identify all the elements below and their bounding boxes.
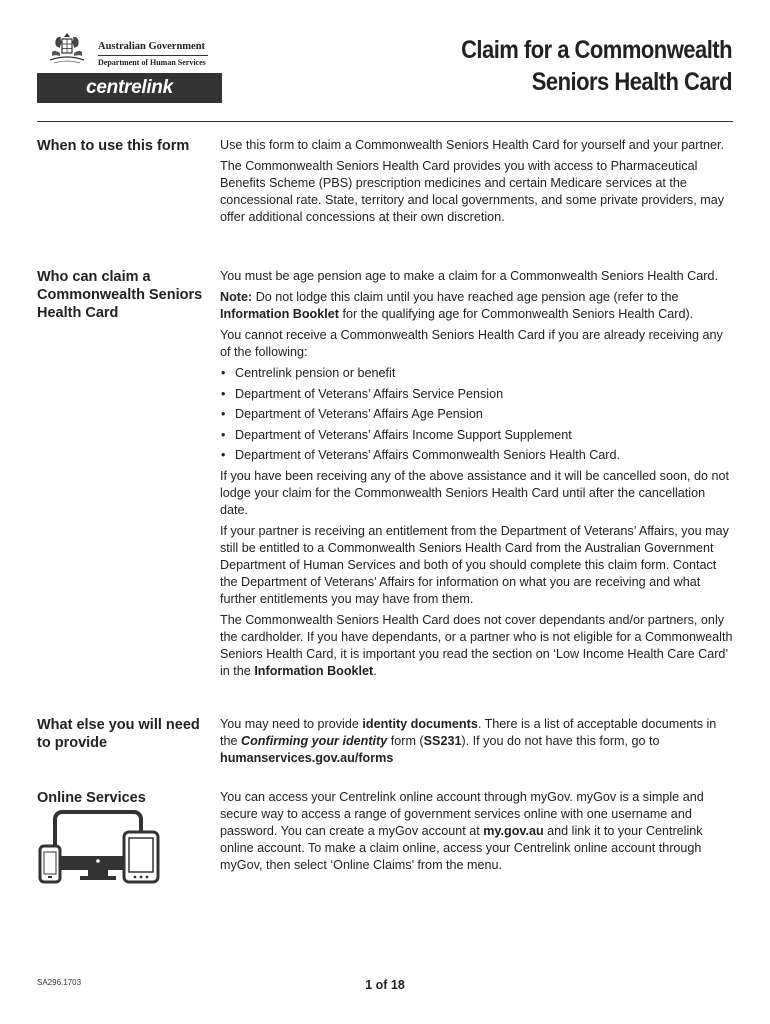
dependants-end: .: [373, 663, 377, 678]
note-booklet-ref: Information Booklet: [220, 307, 339, 321]
centrelink-brand-bar: [37, 73, 222, 103]
humanservices-forms-link[interactable]: humanservices.gov.au/forms: [220, 751, 394, 765]
logo-divider: [98, 55, 208, 56]
devices-icon: [36, 810, 160, 886]
cancellation-paragraph: If you have been receiving any of the above assistance and it will be cancelled soon, do not lodge your claim for the Commonwealth Seniors Health Card until after the cancellation date.: [220, 468, 729, 517]
note-paragraph: [220, 289, 735, 323]
government-name: Australian Government: [98, 41, 206, 52]
ineligibility-paragraph: You cannot receive a Commonwealth Seniors Health Card if you are already receiving any of the following:: [220, 328, 723, 359]
list-item: • Department of Veterans’ Affairs Commonwealth Seniors Health Card.: [220, 447, 735, 464]
note-text-2: for the qualifying age for Commonwealth Seniors Health Card).: [342, 307, 694, 321]
government-logo: [38, 30, 210, 70]
what-else-heading: What else you will need to provide: [37, 717, 200, 751]
centrelink-logo-text: centrelink: [86, 77, 173, 98]
who-can-claim-body: [220, 268, 735, 684]
age-requirement-paragraph: You must be age pension age to make a claim for a Commonwealth Seniors Health Card.: [220, 269, 718, 283]
online-services-heading: Online Services: [37, 790, 146, 806]
partner-dva-paragraph: If your partner is receiving an entitlement from the Department of Veterans’ Affairs, you may still be entitled to a Commonwealth Seniors Health Card from the Australian Government Department of Human Services and both of you should complete this claim form. Contact the Department of Veterans’ Affairs for information on what you are receiving and what further entitlements you may have from them.: [220, 523, 729, 606]
note-label: Note:: [220, 290, 253, 304]
ineligible-payments-list: [220, 365, 735, 464]
dependants-text: The Commonwealth Seniors Health Card does not cover dependants and/or partners, only the cardholder. If you have dependants, or a partner who is not eligible for a Commonwealth Seniors Health Card, it is important you read the section on ‘Low Income Health Care Card’ in the: [220, 612, 733, 678]
list-item: • Department of Veterans’ Affairs Income Support Supplement: [220, 427, 735, 444]
online-text-1: You can access your Centrelink online account through myGov. myGov is a simple and secure way to access a range of government services online with one username and password. You can create a myGov account at: [220, 790, 704, 838]
identity-text-1: You may need to provide: [220, 717, 359, 731]
identity-documents-term: identity documents: [362, 717, 478, 731]
form-title-line-2: Seniors Health Card: [531, 68, 732, 96]
who-can-claim-heading: Who can claim a Commonwealth Seniors Health Card: [37, 269, 203, 321]
note-text-1: Do not lodge this claim until you have reached age pension age (refer to the: [255, 290, 679, 304]
when-to-use-paragraph-2: The Commonwealth Seniors Health Card provides you with access to Pharmaceutical Benefits Scheme (PBS) prescription medicines and certain Medicare services at the concessional rate. State, territory and local governments, and some private providers, may offer additional concessions at their own discretion.: [220, 159, 724, 224]
mygov-link[interactable]: my.gov.au: [483, 824, 544, 838]
form-title-line-1: Claim for a Commonwealth: [461, 36, 732, 64]
header-divider: [37, 121, 733, 122]
coat-of-arms-icon: [44, 30, 90, 68]
dependants-booklet-ref: Information Booklet: [254, 663, 374, 678]
identity-text-2: . There is a list of acceptable documents in the: [220, 717, 717, 748]
list-item: • Department of Veterans’ Affairs Service Pension: [220, 386, 735, 403]
online-services-body: [220, 789, 735, 878]
identity-text-4: ). If you do not have this form, go to: [461, 734, 660, 748]
form-code: SS231: [423, 734, 462, 748]
form-title: [362, 34, 732, 98]
department-name: Department of Human Services: [98, 58, 206, 67]
page-number: 1 of 18: [365, 978, 405, 992]
list-item: • Department of Veterans’ Affairs Age Pension: [220, 406, 735, 423]
identity-documents-paragraph: [220, 716, 735, 767]
online-text-2: and link it to your Centrelink online account. To make a claim online, access your Centrelink online account through myGov, then select ‘Online Claims’ from the menu.: [220, 824, 703, 872]
form-code-footer: SA296.1703: [37, 978, 82, 987]
identity-text-3: form (: [390, 734, 424, 748]
dependants-paragraph: [220, 612, 735, 680]
when-to-use-body: [220, 137, 735, 230]
list-item: • Centrelink pension or benefit: [220, 365, 735, 382]
when-to-use-heading: When to use this form: [37, 138, 190, 154]
what-else-body: [220, 716, 735, 771]
confirming-identity-form-name: Confirming your identity: [241, 734, 388, 748]
online-services-paragraph: [220, 789, 735, 874]
when-to-use-paragraph-1: Use this form to claim a Commonwealth Seniors Health Card for yourself and your partner.: [220, 138, 724, 152]
